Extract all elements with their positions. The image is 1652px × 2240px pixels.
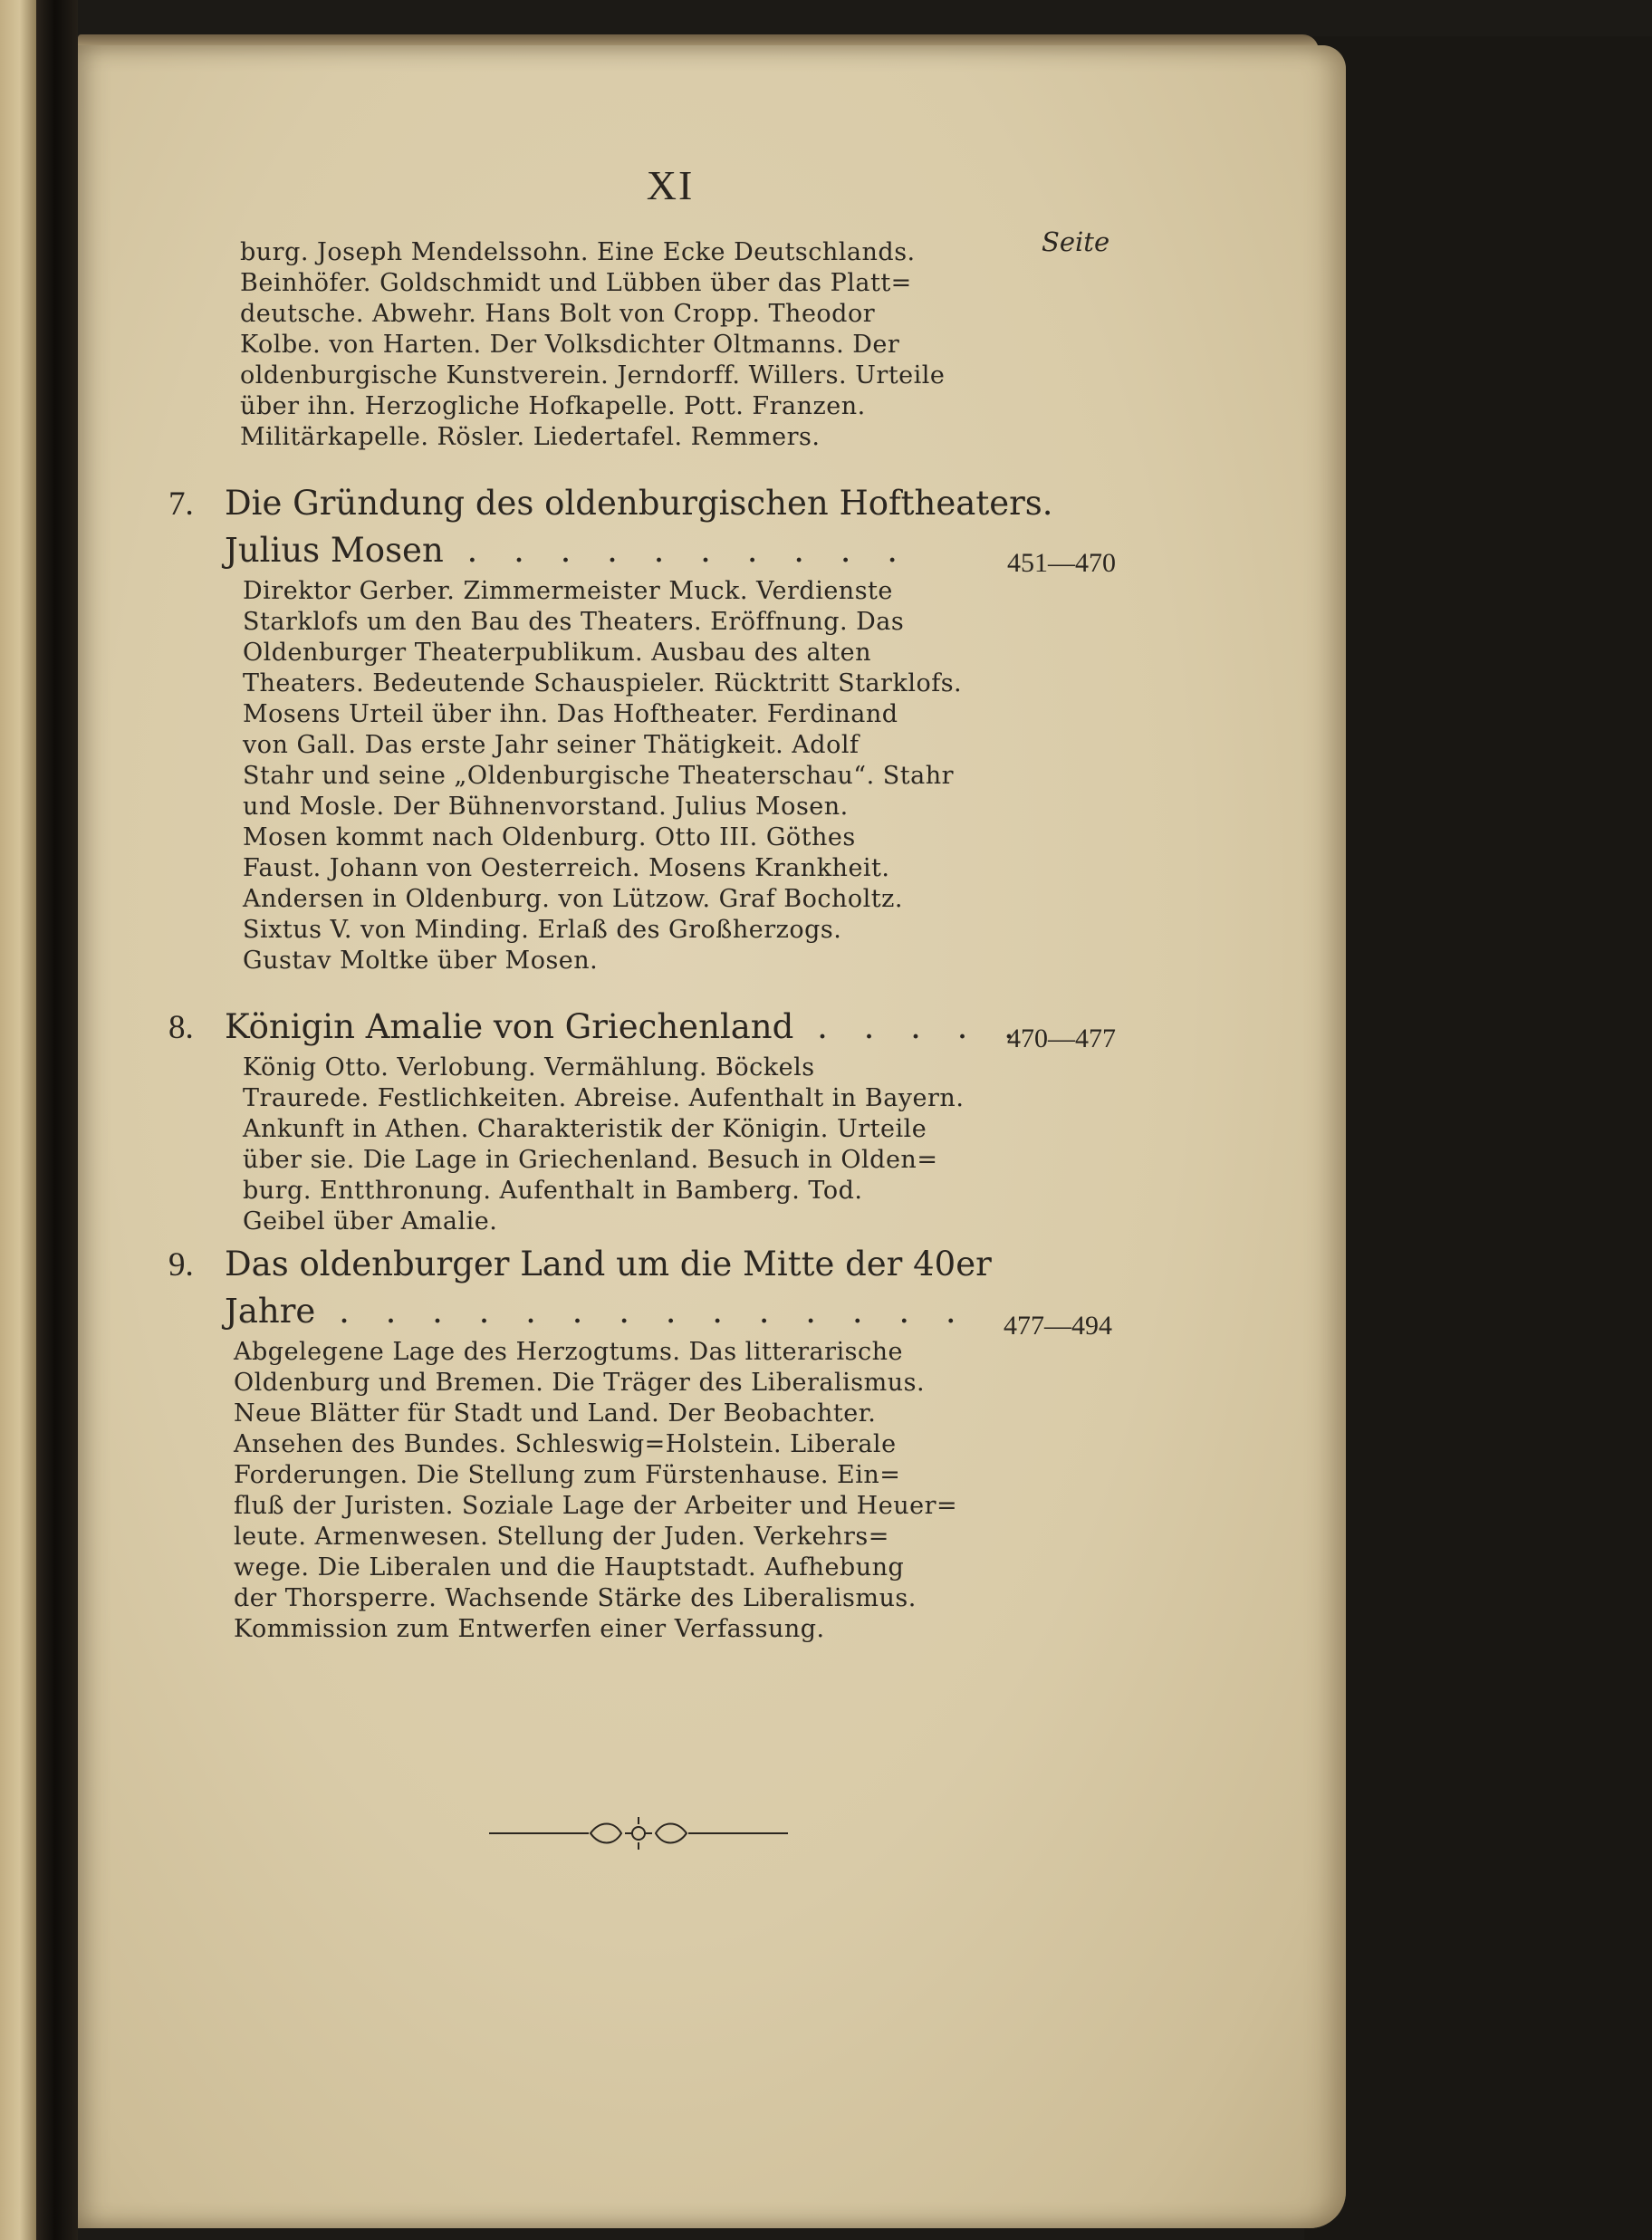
summary-line: Ansehen des Bundes. Schleswig=Holstein. Liberale [234, 1430, 897, 1458]
chapter-title-line [168, 1241, 992, 1288]
chapter-title-line [168, 1004, 1027, 1051]
chapter-title: Königin Amalie von Griechenland [225, 1007, 794, 1046]
summary-line: Direktor Gerber. Zimmermeister Muck. Verdienste [243, 577, 893, 605]
summary-line: Mosens Urteil über ihn. Das Hoftheater. Ferdinand [243, 700, 898, 728]
book-gutter [36, 0, 78, 2240]
summary-line: Kolbe. von Harten. Der Volksdichter Oltmanns. Der [240, 331, 900, 359]
summary-line: Forderungen. Die Stellung zum Fürstenhause. Ein= [234, 1461, 901, 1489]
chapter-7-page-range: 451—470 [1007, 548, 1116, 578]
chapter-title: Das oldenburger Land um die Mitte der 40er [225, 1245, 992, 1283]
summary-line: deutsche. Abwehr. Hans Bolt von Cropp. Theodor [240, 300, 876, 328]
facing-page-edge [0, 0, 36, 2240]
page-number: XI [646, 162, 695, 208]
summary-line: Stahr und seine „Oldenburgische Theaterschau“. Stahr [243, 762, 954, 790]
summary-line: und Mosle. Der Bühnenvorstand. Julius Mosen. [243, 793, 849, 821]
summary-line: oldenburgische Kunstverein. Jerndorff. Willers. Urteile [240, 361, 946, 389]
summary-line: fluß der Juristen. Soziale Lage der Arbeiter und Heuer= [234, 1492, 958, 1520]
summary-line: über sie. Die Lage in Griechenland. Besuch in Olden= [243, 1146, 938, 1174]
summary-line: Theaters. Bedeutende Schauspieler. Rücktritt Starklofs. [243, 669, 963, 697]
chapter-9-page-range: 477—494 [1004, 1311, 1112, 1341]
summary-line: Neue Blätter für Stadt und Land. Der Beobachter. [234, 1399, 877, 1428]
summary-line: Kommission zum Entwerfen einer Verfassung. [234, 1615, 825, 1643]
continuation-summary [240, 237, 945, 453]
summary-line: Beinhöfer. Goldschmidt und Lübben über das Platt= [240, 269, 912, 297]
dot-leaders: . . . . . [793, 1007, 1027, 1046]
summary-line: Starklofs um den Bau des Theaters. Eröffnung. Das [243, 608, 905, 636]
summary-line: wege. Die Liberalen und die Hauptstadt. Aufhebung [234, 1553, 905, 1581]
chapter-9-title [168, 1241, 992, 1335]
chapter-7-summary [243, 576, 962, 976]
chapter-title: Julius Mosen [225, 531, 444, 570]
chapter-title: Die Gründung des oldenburgischen Hoftheaters. [225, 484, 1053, 523]
chapter-8-title [168, 1004, 1027, 1051]
chapter-number: 7. [168, 485, 194, 523]
summary-line: Abgelegene Lage des Herzogtums. Das litterarische [234, 1338, 904, 1366]
summary-line: über ihn. Herzogliche Hofkapelle. Pott. Franzen. [240, 392, 866, 420]
summary-line: König Otto. Verlobung. Vermählung. Böckels [243, 1053, 815, 1082]
summary-line: burg. Entthronung. Aufenthalt in Bamberg. Tod. [243, 1177, 863, 1205]
summary-line: Gustav Moltke über Mosen. [243, 947, 599, 975]
end-ornament [489, 1812, 788, 1855]
summary-line: burg. Joseph Mendelssohn. Eine Ecke Deutschlands. [240, 238, 916, 266]
chapter-title-line [168, 480, 1053, 527]
chapter-title-line [168, 527, 1053, 574]
chapter-8-summary [243, 1053, 964, 1237]
summary-line: Geibel über Amalie. [243, 1207, 498, 1235]
chapter-title-line [168, 1288, 992, 1335]
chapter-number: 9. [168, 1246, 194, 1283]
chapter-7-title [168, 480, 1053, 574]
summary-line: Andersen in Oldenburg. von Lützow. Graf Bocholtz. [243, 885, 903, 913]
summary-line: leute. Armenwesen. Stellung der Juden. Verkehrs= [234, 1523, 889, 1551]
dot-leaders: . . . . . . . . . . . . . . [315, 1292, 969, 1331]
chapter-8-page-range: 470—477 [1007, 1024, 1116, 1053]
chapter-title: Jahre [225, 1292, 316, 1331]
chapter-number: 8. [168, 1009, 194, 1046]
summary-line: Ankunft in Athen. Charakteristik der Königin. Urteile [243, 1115, 927, 1143]
summary-line: von Gall. Das erste Jahr seiner Thätigkeit. Adolf [243, 731, 860, 759]
summary-line: Oldenburger Theaterpublikum. Ausbau des alten [243, 639, 871, 667]
book-cover-background [1304, 36, 1652, 2240]
summary-line: Sixtus V. von Minding. Erlaß des Großherzogs. [243, 916, 842, 944]
summary-line: Traurede. Festlichkeiten. Abreise. Aufenthalt in Bayern. [243, 1084, 965, 1112]
dot-leaders: . . . . . . . . . . [443, 531, 911, 570]
summary-line: Faust. Johann von Oesterreich. Mosens Krankheit. [243, 854, 890, 882]
chapter-9-summary [234, 1337, 957, 1645]
summary-line: Militärkapelle. Rösler. Liedertafel. Remmers. [240, 423, 821, 451]
summary-line: der Thorsperre. Wachsende Stärke des Liberalismus. [234, 1584, 917, 1612]
page-column-label: Seite [1042, 226, 1110, 257]
summary-line: Mosen kommt nach Oldenburg. Otto III. Göthes [243, 823, 856, 851]
summary-line: Oldenburg und Bremen. Die Träger des Liberalismus. [234, 1369, 926, 1397]
